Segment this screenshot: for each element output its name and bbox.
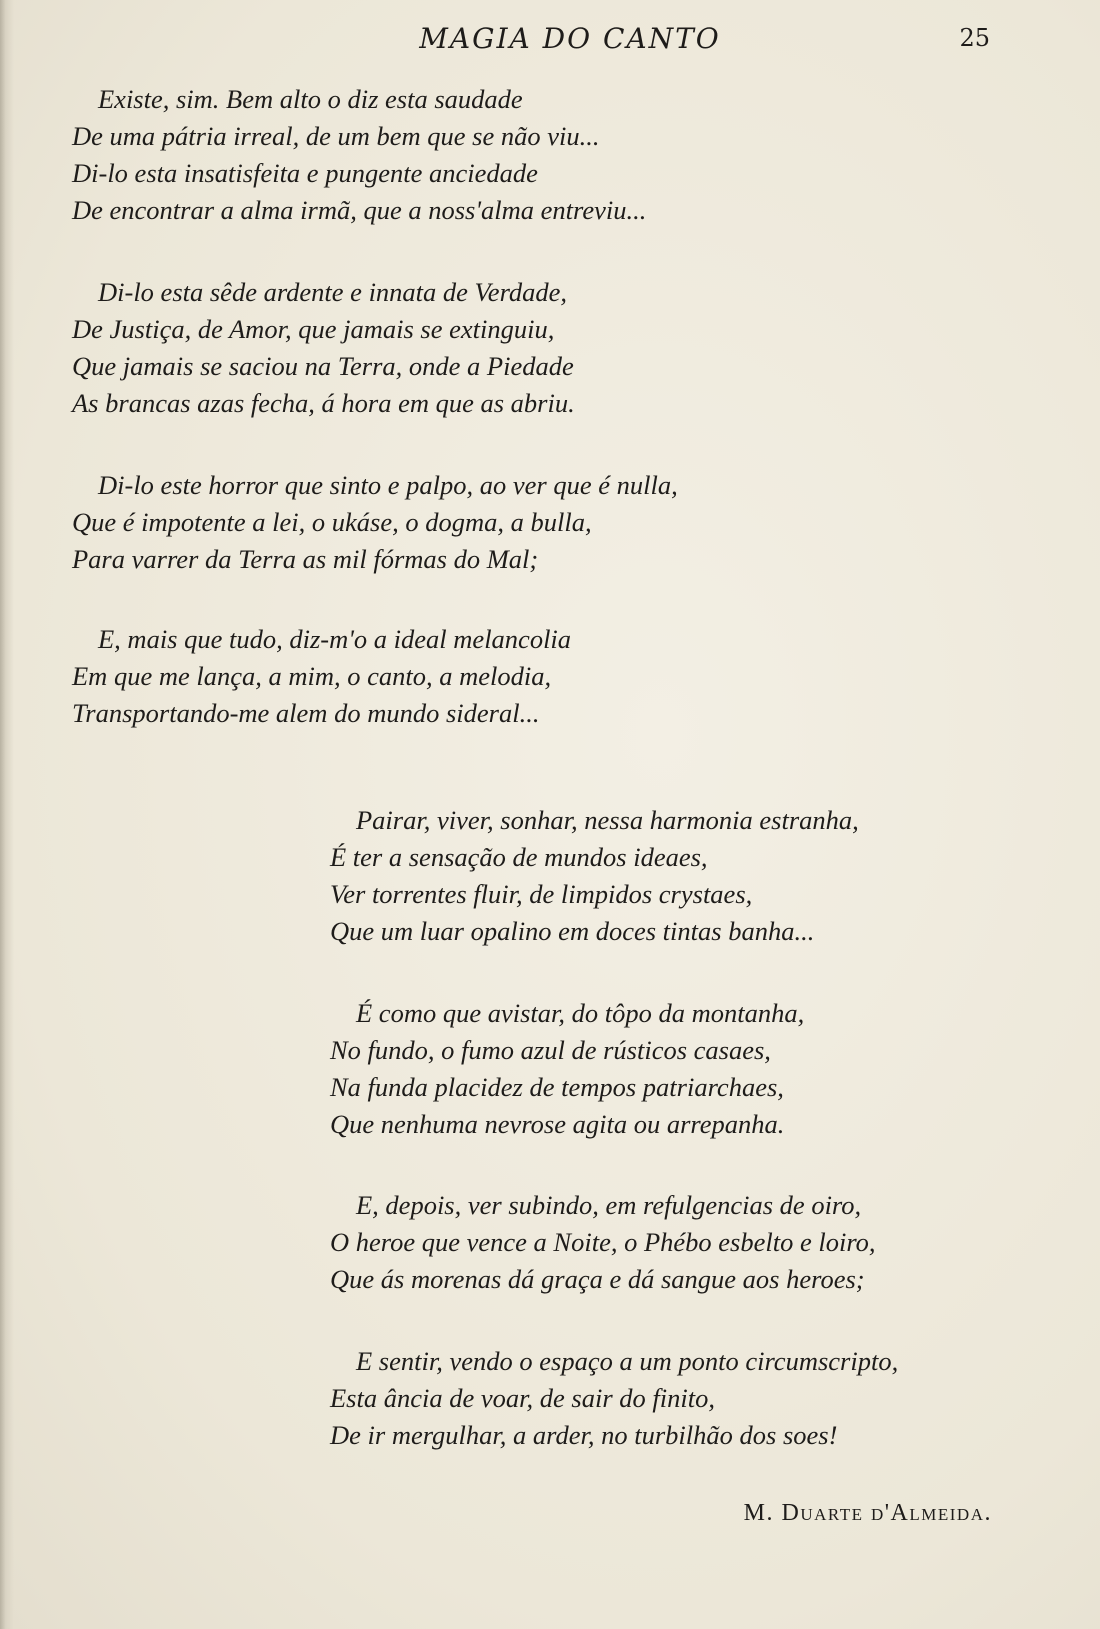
poem-line: Que um luar opalino em doces tintas banha...	[330, 916, 815, 946]
stanza-2	[72, 274, 575, 422]
stanza-3	[72, 467, 678, 578]
poem-line: Ver torrentes fluir, de limpidos crystaes,	[330, 879, 753, 909]
running-title: MAGIA DO CANTO	[419, 22, 721, 55]
poem-line: De Justiça, de Amor, que jamais se extinguiu,	[72, 314, 555, 344]
poem-line: De uma pátria irreal, de um bem que se não viu...	[72, 121, 600, 151]
author-name: Duarte d'Almeida.	[781, 1500, 992, 1526]
poem-line: De encontrar a alma irmã, que a noss'alma entreviu...	[72, 195, 647, 225]
page-number: 25	[959, 24, 990, 52]
spine-shadow	[0, 0, 14, 1629]
poem-line: Que jamais se saciou na Terra, onde a Piedade	[72, 351, 574, 381]
poem-line: Pairar, viver, sonhar, nessa harmonia estranha,	[356, 805, 859, 835]
author-initial: M.	[743, 1500, 774, 1526]
poem-line: E, mais que tudo, diz-m'o a ideal melancolia	[98, 624, 572, 654]
stanza-7	[330, 1187, 876, 1298]
poem-line: Que ás morenas dá graça e dá sangue aos heroes;	[330, 1264, 865, 1294]
poem-line: Di-lo esta sêde ardente e innata de Verdade,	[98, 277, 568, 307]
poem-line: Transportando-me alem do mundo sideral...	[72, 698, 540, 728]
author-signature	[744, 1500, 992, 1527]
poem-line: Para varrer da Terra as mil fórmas do Mal;	[72, 544, 539, 574]
poem-line: Di-lo este horror que sinto e palpo, ao ver que é nulla,	[98, 470, 678, 500]
stanza-4	[72, 621, 571, 732]
poem-line: Existe, sim. Bem alto o diz esta saudade	[98, 84, 523, 114]
stanza-6	[330, 995, 804, 1143]
poem-line: O heroe que vence a Noite, o Phébo esbelto e loiro,	[330, 1227, 876, 1257]
poem-line: Esta ância de voar, de sair do finito,	[330, 1383, 715, 1413]
stanza-8	[330, 1343, 898, 1454]
poem-line: No fundo, o fumo azul de rústicos casaes,	[330, 1035, 771, 1065]
stanza-5	[330, 802, 859, 950]
poem-line: E, depois, ver subindo, em refulgencias de oiro,	[356, 1190, 862, 1220]
poem-line: E sentir, vendo o espaço a um ponto circumscripto,	[356, 1346, 899, 1376]
poem-line: Que é impotente a lei, o ukáse, o dogma, a bulla,	[72, 507, 592, 537]
poem-line: É ter a sensação de mundos ideaes,	[330, 842, 708, 872]
poem-line: Na funda placidez de tempos patriarchaes,	[330, 1072, 784, 1102]
poem-line: As brancas azas fecha, á hora em que as abriu.	[72, 388, 575, 418]
poem-line: De ir mergulhar, a arder, no turbilhão dos soes!	[330, 1420, 838, 1450]
poem-line: Em que me lança, a mim, o canto, a melodia,	[72, 661, 552, 691]
poem-line: Di-lo esta insatisfeita e pungente anciedade	[72, 158, 538, 188]
stanza-1	[72, 81, 646, 229]
poem-line: Que nenhuma nevrose agita ou arrepanha.	[330, 1109, 785, 1139]
poem-line: É como que avistar, do tôpo da montanha,	[356, 998, 805, 1028]
